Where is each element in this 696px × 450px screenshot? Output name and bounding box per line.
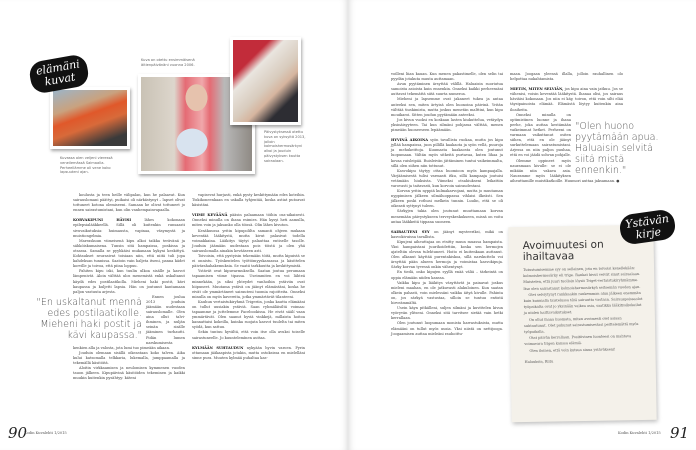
article-column-3: [391, 72, 503, 337]
paragraph-text: on jäänyt mysteeriksi, mikä on kasvokivuissa tavallista.: [391, 229, 503, 239]
friend-letter-card: [508, 225, 656, 423]
lead-in: VIIME KEVÄÄNÄ: [192, 213, 228, 218]
letter-paragraph: On ollut ihana huomata, miten avoimesti olet asiaan suhtautunut. Olet puhunut sairastumisestasi peittelemättä myös työpaikalla.: [523, 315, 639, 335]
magazine-footer: Kodin Kuvalehti 1/2015: [618, 431, 661, 435]
pull-quote: "Olen huono pyytämään apua. Haluaisin selvitä siitä mistä ennenkin.": [575, 120, 659, 176]
paragraph-text: pääsin palaamaan töihin osa-aikaisesti. Onneksi minulla on ihana esimies. Hän kysyi heti aamulla, miten voin ja jaksanko olla töissä. Olin lähes kivuton.: [192, 213, 306, 228]
letter-paragraph: Otat päivän kerrallaan. Positiivinen luonteesi on mahtava voimavara trigen kanssa elämiä.: [524, 334, 632, 347]
lead-in: KORVAKIPUNI HÄVISI: [73, 218, 132, 223]
paragraph-text: nykyään hyvin varoen. Pyrin ottamaan jääkaapista jotakin, mutta ostoksissa en mielelläni sinne pura. Muuten kylmää puhaltaa kas-: [192, 345, 305, 360]
paragraph: En tiedä, onko kipujen syyllä enää väliä – tärkeintä on oppia elämään niiden kanssa.: [391, 270, 503, 280]
lead-in: HYVINÄ AIKOINA: [391, 138, 429, 143]
paragraph: Avun pyytäminen ärsyttää välillä. Haluaisin suoriutua samoista asioista kuin ennenkin. Onneksi kaikki perheessäni auttavat tekemättä siitä suurta numeroa.: [391, 82, 503, 97]
letter-paragraph: Olen iloinen, että voin kutsua sinua ystäväkseni!: [529, 347, 616, 353]
paragraph: Sekin tuntuu hyvältä, että voin itse olla avuksi toiselle sairastuneelle. Jo kuuntelemínen auttaa.: [192, 330, 305, 340]
paragraph: koulusta ja teen heille välipalan, kun he palaavat. Kun sairauslomani päättyi, puikaisi oli närkästynyt – lapset olivat tottuneet kotona olemiseeni. Samaan he olivat tottuneet jo ennen sairastumistani, kun olin vanhempainvapaalla.: [73, 193, 185, 213]
page-number: 90: [8, 424, 28, 442]
paragraph: Jouduin olemaan sisällä oikeastaan koko talven. Aika kului katsomalla telkkaria, lukemalla, jumppaamalla ja tekemällä käsitöitä.: [73, 350, 185, 365]
paragraph-text: lähes kokonaan epilepsialääkkeellä. Sillä oli kuitenkin runsaasti sivuvaikutuksia: huimausta, vapinaa, väsymystä ja muistiongelmia.: [73, 218, 185, 238]
paragraph: Vaikka kipu ja lääkitys väsyttävät ja painavat joskus mieleni maahan, en ole jatkuvasti alakuloinen. Kun saatan olkein pahasti, voin mielessäni vaikka äityä kivulle. Pahinta on, jos särkyä vastustaa, silloin se tuntuu entistä hirveämmältä.: [391, 280, 503, 306]
paragraph: Ystävät ovat kipuvarmuksella. Saatan joutua perumaan tapaamisen viime tipassa. Useimmiten en voi lähteä minnekään, ja siksi yhteydet vanhoihin ystäviin ovat hiipuneet. Muutama ystävä on jäänyt elämästäni, koska he eivät ole ymmärtäneet sairauteni tuomia rajoitteita. Onneksi minulla on myös kavereita, jotka ymmärtävät tilanteeni.: [192, 269, 305, 299]
paragraph: Aloitin virkkaamisen ja neulomisen kymmenen vuoden tauon jälkeen. Kipupäivinä käsitöiden tekeminen ja kaikki muukin kuitenkin pysähtyy: käteni: [73, 366, 185, 381]
letter-title: Avoimuutesi on ihailtavaa: [522, 238, 604, 264]
caption-mothers-day: Kuva on otettu ensimmäisenä äitienpäivänäni vuonna 2006.: [141, 58, 195, 67]
paragraph: vapisevat hurjasti, enkä pysty keskittymään edes koteihin. Tiskikoneenkaan en uskalla tyhjentää, koska astiat putoavat käsistäni.: [192, 193, 305, 208]
paragraph: Olen joutunut luopumaan monista harrastuksista, mutta elämääni on tullut myös uusia. Yksi niistä on nettijooga. Joogaamisen auttaa mieleäni rauhoittu-: [391, 321, 503, 336]
paragraph-text: jos kipu aina vain jatkuu. Jos se vähenisi, voisin keventää lääkitystä. Ihanaa olisi, jos sairaus häviäisi kokonaan. Jos niin ei käy, toivon, että voin silti elää täysipainoista elämää. Elämästä löytyy kuitenkin aina iloaiheita.: [510, 87, 623, 112]
childhood-boat-photo: [50, 87, 130, 149]
paragraph: Kasvokipu täytyy ottaa huomioon myös kampaajalla. Värjäämisestä tulisi varmasti itku, sillä kampaaja joutuisi vetämään hiuksista. Viimeksi otsahiukseni leikattiin varovasti ja taitavasti, kun korvoin sairaudestani.: [391, 168, 503, 188]
lead-in: MIETIN, MITEN SELVIÄN,: [510, 87, 564, 92]
paragraph: Onneksi minulla on optimistinen luonne ja ihana perhe, joka auttaa kestämään vaikeimmat hetket. Perheeni on varmaan vaikuttanut ositen siihen, että en ole jäänyt surkuttelemaan sairastumistani. Arjessa on niin paljon puuhaa, että en voi jäädä sohvan pohjalle.: [510, 112, 571, 158]
lead-in: SAIRAUTENI SYY: [391, 229, 430, 234]
paragraph: Ennen joulua 2013 jouduin jäämään uudestaan sairauslomalle. Olen aina ollut talvi-ihminen, ja nuljän seinän sisälle jääminen turhautti. Pidän lumen narskumisesta kenkien alla ja valosta, jota lumi tuo pimeään aikaan.: [73, 294, 185, 350]
paragraph: [391, 230, 503, 240]
paragraph: [192, 346, 305, 361]
paragraph: [391, 138, 503, 169]
caption-childhood: Kuvassa olen veljeni vieressä veneilemässä Saimaalla. Perheellämme oli vene koko lapsuuteni ajan.: [60, 156, 113, 175]
letter-body: [523, 265, 646, 365]
caption-hospital: Päivystyksessä otettu kuva on syksyltä 2013, jolloin kolmoishermosärkyni alkoi ja jouduin päivystyksen kautta sairaalaan.: [264, 130, 306, 163]
paragraph: Jos kivun vuoksi en koskaan lasten kiukutteluа, vetäydyn yksinäisyyteen. Tai kun silmäni pohjassa välttää, menen pimeään huoneeseen lepäämään.: [391, 117, 503, 133]
article-column-2: [192, 193, 305, 361]
paragraph: [192, 213, 305, 228]
article-column-4: [510, 72, 659, 184]
paragraph: Kauhun vertaistukiryhmä Trigeriin, jonka kautta elämääni on tullut uusiakin ystäviä. Saan ryhmäläisiltä voimaa: tapaamme ja juttelemme Facebookissa. He eivät säälí vaan ymmärtävät. Olen saanut hyviä vinkkejä, millaista hoitoa kannattaisi kokeilla, kuinka suojata kasvot tuulelta tai miten syödä, kun sattuu.: [192, 299, 305, 330]
lead-in: KYLMÄÄN SUHTAUDUN: [192, 345, 244, 350]
paragraph: Mieheni ja lapsemme ovat jakaneet tukea ja antaa anteeksi sen, miten ärtyisä olen huonoina päivinä. Yritän välttää tiuskimista, mutta joskus menetän malttini, kun kipu mouikaroi. Sitten joudun pyytämään anteeksi.: [391, 97, 503, 117]
badge-text: elämäni kuvat: [34, 57, 81, 89]
page-number: 91: [670, 424, 690, 442]
hospital-arm-photo: [230, 37, 301, 125]
letter-paragraph: Tutustumisemme syy on sellainen, jota en toivoisi kenellekään: kolmoishermosärky eli trige. Rankat kivut veivät sinut sairaalaan. Muistelen, että juuri tuolloin löysit Triget-vertaistukiryhmämme. Itse olen sairastanut kolmoishermosärkyä seitsemän vuoden ajan.: [523, 266, 641, 291]
paragraph: Särkyjen takia olen joutunut muuttamaan korvan menemään päivystykseen terveyskeskukseen, missä on voitu antaa lääkkeitä tippana suoneen.: [391, 209, 503, 224]
paragraph: Usein käyn pitkälleni, suljen silmäni ja kuvittelen kivun vyöryvän ylitseni. Onneksi sitä tarvitsee sietää vain hetki kerrallaan.: [391, 306, 503, 321]
paragraph: [73, 218, 185, 238]
paragraph: Kipujeni aiheuttajaa on etsitty muun muassa hampaista. Yksi hampaistani juurihoidettiin, koska sen hermojen ajateltiin olevan tulehtuneet. Hoito ei kuitenkaan auttanut. Olen alkanut käyttää purentakiskoa, sillä narskuttelu voi ärsyttää pään alueen hermoja ja voimistaa kasvokipuja. Särky korvan tyvessä onkin vähentynyt.: [391, 239, 503, 270]
paragraph: maan. Joogaan yleensä illalla, jolloin rauhallinen olo helpottaa nukahtamista.: [510, 72, 623, 82]
paragraph: Pahiten kipu iski, kun tuulin ulkoa sisälle ja kasvot lämpenivät. Aloin välttää ulos menemistä enkä uskaltanut käydä edes postilaatikolla. Mieheni haki postit, kävi kaupassa ja kuljetti lapsia. Hän on joutunut kantamaan paljon vastuuta arjesta.: [73, 269, 185, 294]
paragraph: Olemme oppineet myös nauramaan kivulle: se ei ole mikään niin vakava asia. Nauramme myös lääkityksen aiheuttamille muistikatkoille. Huumori auttaa jaksamaan. ●: [510, 158, 620, 183]
paragraph: [510, 87, 623, 112]
paragraph-text: syön tavallista ruokaa, mutta jos kipu jyllää hampaissa, juon pillillä kaakaota ja syön vellä, puuroja ja mehukeittoja. Kuumasta kaakaosta olen joutunut luopumaan. Vältän myös sitkeitä purtavaa, kuten lihaa ja kovaa ruisleipää. Ruisleivän jättäminen tuntui vaikeimmalta, sillä olen siihen niin tottunut.: [391, 138, 504, 168]
magazine-footer: Kodin Kuvalehti 1/2015: [24, 431, 67, 435]
right-page: [348, 0, 696, 450]
article-column-1: [36, 193, 185, 381]
letter-signature: Halauksin, Riitu: [524, 359, 554, 364]
paragraph: Toivoisin, että pystyisin tekemään töitä, mutta kipuistä se ei onnistu. Työskentelen työttömyyskassassa ja käsittelen päivärahahakemuksia. Se vaatii tarkkuutta ja keskittymistä.: [192, 254, 305, 269]
badge-text: Ystävän kirje: [624, 212, 670, 242]
paragraph: Korvan yritin nyppiä kulmakarvojani, mutta jo muutaman nyppimisen jälkeen silmäluoppassa vihlaisi ilkeästi. Sen jälkeen poski rothusi melkein tunnin. Luulin, että se oli oikeasti syttynyt tuleen.: [391, 189, 503, 209]
letter-paragraph: Olet selviytynyt rankkaakin rankemman alun jälkeen enemmän kuin kunnialla taistelussa tätä sairautta vastaan. Sairauspoissaolot työpaikalta ovat jo yksinään vaikea asia, saatikka lääkitysikokeilut ja niiden haittavaikutukset.: [523, 290, 643, 316]
pull-quote: "En uskaltanut mennä edes postilaatikolle. Mieheni haki postit ja kävi kaupassa.": [36, 296, 142, 341]
friend-letter-badge: [618, 208, 677, 245]
paragraph: Marraskuun viimeisenä kipu alkoi taikka terävänä ja sähköiskumaisena. Tunsin sitä hampaissa, poskissa ja otsassa. Samalla se pyyhkäisi mukanaan kykyni keskittyä. Kohtaukset seurasivat toisiaan niin, että niitä tuli jopa kahdeksan tunnissa. Saatoin vain haljeta itseni, panna kädet korville ja toivoa, että piina loppuu.: [73, 238, 185, 269]
paragraph: voilleni liian kauan. Kun menen pakastimelle, olen selin tai pyydän jotakuta muuta auttamaan.: [391, 72, 503, 82]
paragraph: Kesäkuussa yritin kipupolilta samanti ohjeen mukaan keventää lääkitystä, mutta kivut palasivat todella voimakkaina. Lääkitys täytyi palauttaa entiselle tasolle. Jouduin jäämään uudestaan pois töistä ja olen yhä sairauslomalla ainakin kevääseen asti.: [192, 228, 305, 253]
